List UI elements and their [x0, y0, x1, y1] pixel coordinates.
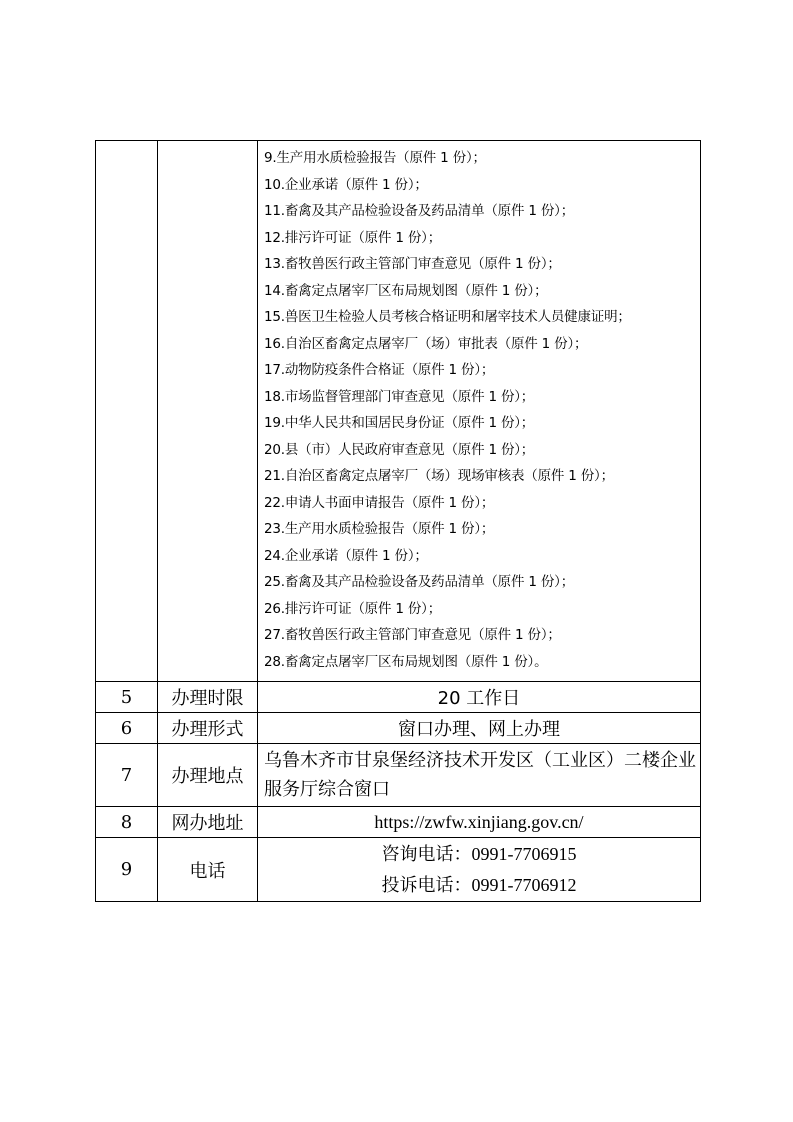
- cell-materials: [258, 141, 701, 682]
- row-label: 办理时限: [158, 682, 258, 713]
- cell-label-empty: [158, 141, 258, 682]
- list-item: 28.畜禽定点屠宰厂区布局规划图（原件 1 份）。: [264, 653, 548, 670]
- cell-num-empty: [96, 141, 158, 682]
- table-row-location: [96, 744, 701, 807]
- list-item: 14.畜禽定点屠宰厂区布局规划图（原件 1 份）；: [264, 282, 548, 299]
- list-item: 19.中华人民共和国居民身份证（原件 1 份）；: [264, 415, 535, 431]
- complaint-phone-number: 0991-7706912: [471, 874, 577, 895]
- phone-cell: [258, 838, 701, 902]
- consult-phone-number: 0991-7706915: [471, 843, 577, 864]
- complaint-phone-label: 投诉电话：: [381, 874, 472, 896]
- materials-list: [258, 141, 700, 681]
- row-number: 9: [96, 838, 158, 902]
- row-number: 5: [96, 682, 158, 713]
- online-url-link[interactable]: https://zwfw.xinjiang.gov.cn/: [258, 807, 701, 838]
- list-item: 9.生产用水质检验报告（原件 1 份）；: [264, 150, 486, 166]
- list-item: 17.动物防疫条件合格证（原件 1 份）；: [264, 362, 495, 378]
- complaint-phone-line: [258, 870, 700, 901]
- list-item: 25.畜禽及其产品检验设备及药品清单（原件 1 份）；: [264, 574, 574, 590]
- list-item: 22.申请人书面申请报告（原件 1 份）；: [264, 494, 495, 511]
- table-row-url: [96, 807, 701, 838]
- list-item: 12.排污许可证（原件 1 份）；: [264, 229, 441, 246]
- list-item: 26.排污许可证（原件 1 份）；: [264, 600, 441, 617]
- row-label: 电话: [158, 838, 258, 902]
- service-info-table: [95, 140, 701, 902]
- table-row-materials: [96, 141, 701, 682]
- list-item: 13.畜牧兽医行政主管部门审查意见（原件 1 份）；: [264, 256, 561, 272]
- list-item: 24.企业承诺（原件 1 份）；: [264, 547, 428, 564]
- row-label: 办理形式: [158, 713, 258, 744]
- list-item: 15.兽医卫生检验人员考核合格证明和屠宰技术人员健康证明；: [264, 309, 631, 325]
- form-value: 窗口办理、网上办理: [258, 713, 701, 744]
- row-number: 8: [96, 807, 158, 838]
- list-item: 10.企业承诺（原件 1 份）；: [264, 176, 428, 193]
- row-label: 网办地址: [158, 807, 258, 838]
- row-number: 7: [96, 744, 158, 807]
- list-item: 27.畜牧兽医行政主管部门审查意见（原件 1 份）；: [264, 627, 561, 643]
- table-row-form: [96, 713, 701, 744]
- list-item: 11.畜禽及其产品检验设备及药品清单（原件 1 份）；: [264, 203, 574, 219]
- time-limit-value: 20 工作日: [258, 682, 701, 713]
- consult-phone-label: 咨询电话：: [381, 843, 472, 865]
- list-item: 20.县（市）人民政府审查意见（原件 1 份）；: [264, 441, 535, 458]
- list-item: 18.市场监督管理部门审查意见（原件 1 份）；: [264, 388, 535, 405]
- row-label: 办理地点: [158, 744, 258, 807]
- list-item: 21.自治区畜禽定点屠宰厂（场）现场审核表（原件 1 份）；: [264, 468, 614, 484]
- location-value: 乌鲁木齐市甘泉堡经济技术开发区（工业区）二楼企业服务厅综合窗口: [258, 744, 701, 807]
- list-item: 23.生产用水质检验报告（原件 1 份）；: [264, 521, 495, 537]
- list-item: 16.自治区畜禽定点屠宰厂（场）审批表（原件 1 份）；: [264, 335, 588, 352]
- consult-phone-line: [258, 839, 700, 870]
- table-row-time-limit: [96, 682, 701, 713]
- table-row-phone: [96, 838, 701, 902]
- row-number: 6: [96, 713, 158, 744]
